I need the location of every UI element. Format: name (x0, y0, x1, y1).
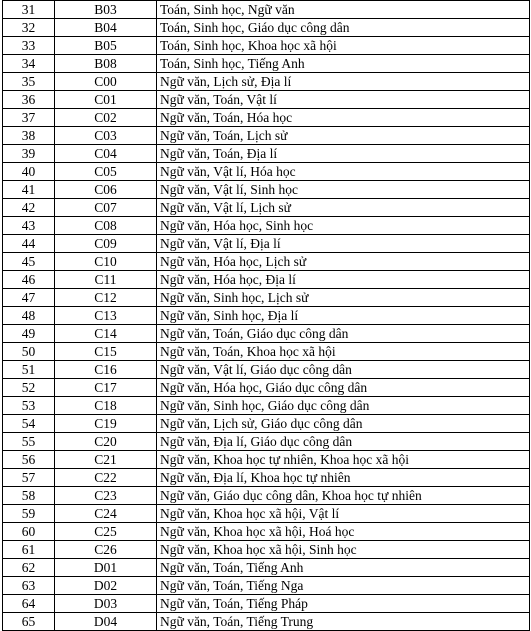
subjects-cell: Ngữ văn, Lịch sử, Địa lí (157, 73, 530, 91)
subjects-cell: Ngữ văn, Địa lí, Khoa học tự nhiên (157, 469, 530, 487)
table-row (3, 379, 530, 397)
combination-code-cell: C09 (55, 235, 157, 253)
table-row (3, 415, 530, 433)
table-row (3, 289, 530, 307)
table-row (3, 37, 530, 55)
table-row (3, 235, 530, 253)
table-row (3, 217, 530, 235)
combination-code-cell: C04 (55, 145, 157, 163)
subjects-cell: Ngữ văn, Vật lí, Hóa học (157, 163, 530, 181)
combination-code-cell: D02 (55, 577, 157, 595)
row-number-cell: 33 (3, 37, 55, 55)
row-number-cell: 57 (3, 469, 55, 487)
table-row (3, 343, 530, 361)
combination-code-cell: C19 (55, 415, 157, 433)
subjects-cell: Ngữ văn, Vật lí, Giáo dục công dân (157, 361, 530, 379)
row-number-cell: 32 (3, 19, 55, 37)
combination-code-cell: C23 (55, 487, 157, 505)
combination-code-cell: C14 (55, 325, 157, 343)
combination-code-cell: B05 (55, 37, 157, 55)
subjects-cell: Ngữ văn, Toán, Tiếng Pháp (157, 595, 530, 613)
combination-code-cell: C02 (55, 109, 157, 127)
subjects-cell: Ngữ văn, Toán, Giáo dục công dân (157, 325, 530, 343)
subjects-cell: Ngữ văn, Toán, Tiếng Trung (157, 613, 530, 631)
row-number-cell: 46 (3, 271, 55, 289)
subjects-cell: Toán, Sinh học, Ngữ văn (157, 1, 530, 19)
combination-code-cell: C26 (55, 541, 157, 559)
subjects-cell: Toán, Sinh học, Giáo dục công dân (157, 19, 530, 37)
table-row (3, 325, 530, 343)
row-number-cell: 61 (3, 541, 55, 559)
row-number-cell: 55 (3, 433, 55, 451)
subjects-cell: Ngữ văn, Toán, Tiếng Anh (157, 559, 530, 577)
table-row (3, 505, 530, 523)
table-row (3, 487, 530, 505)
row-number-cell: 58 (3, 487, 55, 505)
subjects-cell: Ngữ văn, Vật lí, Địa lí (157, 235, 530, 253)
subjects-cell: Ngữ văn, Giáo dục công dân, Khoa học tự nhiên (157, 487, 530, 505)
table-row (3, 433, 530, 451)
table-row (3, 127, 530, 145)
row-number-cell: 62 (3, 559, 55, 577)
row-number-cell: 40 (3, 163, 55, 181)
table-row (3, 109, 530, 127)
combination-code-cell: C07 (55, 199, 157, 217)
subjects-cell: Ngữ văn, Khoa học xã hội, Sinh học (157, 541, 530, 559)
table-row (3, 199, 530, 217)
combination-code-cell: D01 (55, 559, 157, 577)
row-number-cell: 36 (3, 91, 55, 109)
row-number-cell: 65 (3, 613, 55, 631)
combination-code-cell: B03 (55, 1, 157, 19)
combination-code-cell: C22 (55, 469, 157, 487)
row-number-cell: 44 (3, 235, 55, 253)
table-row (3, 523, 530, 541)
combination-code-cell: C16 (55, 361, 157, 379)
subjects-cell: Ngữ văn, Toán, Khoa học xã hội (157, 343, 530, 361)
row-number-cell: 35 (3, 73, 55, 91)
table-row (3, 271, 530, 289)
row-number-cell: 41 (3, 181, 55, 199)
combination-code-cell: B04 (55, 19, 157, 37)
subjects-cell: Ngữ văn, Sinh học, Lịch sử (157, 289, 530, 307)
combination-code-cell: C17 (55, 379, 157, 397)
subject-combination-table (2, 0, 530, 631)
table-row (3, 307, 530, 325)
combination-code-cell: C18 (55, 397, 157, 415)
table-row (3, 541, 530, 559)
subjects-cell: Ngữ văn, Toán, Tiếng Nga (157, 577, 530, 595)
row-number-cell: 47 (3, 289, 55, 307)
row-number-cell: 48 (3, 307, 55, 325)
table-row (3, 469, 530, 487)
row-number-cell: 56 (3, 451, 55, 469)
row-number-cell: 43 (3, 217, 55, 235)
row-number-cell: 42 (3, 199, 55, 217)
subjects-cell: Ngữ văn, Hóa học, Sinh học (157, 217, 530, 235)
subjects-cell: Ngữ văn, Hóa học, Giáo dục công dân (157, 379, 530, 397)
combination-code-cell: C12 (55, 289, 157, 307)
subjects-cell: Ngữ văn, Địa lí, Giáo dục công dân (157, 433, 530, 451)
subjects-cell: Ngữ văn, Vật lí, Lịch sử (157, 199, 530, 217)
subjects-cell: Ngữ văn, Khoa học tự nhiên, Khoa học xã hội (157, 451, 530, 469)
combination-code-cell: C00 (55, 73, 157, 91)
subjects-cell: Ngữ văn, Khoa học xã hội, Hoá học (157, 523, 530, 541)
combination-code-cell: C06 (55, 181, 157, 199)
row-number-cell: 50 (3, 343, 55, 361)
table-row (3, 397, 530, 415)
subjects-cell: Ngữ văn, Hóa học, Địa lí (157, 271, 530, 289)
combination-code-cell: D03 (55, 595, 157, 613)
row-number-cell: 51 (3, 361, 55, 379)
table-row (3, 55, 530, 73)
subjects-cell: Ngữ văn, Toán, Lịch sử (157, 127, 530, 145)
table-row (3, 559, 530, 577)
table-row (3, 181, 530, 199)
row-number-cell: 31 (3, 1, 55, 19)
table-row (3, 253, 530, 271)
combination-code-cell: C01 (55, 91, 157, 109)
table-row (3, 577, 530, 595)
row-number-cell: 60 (3, 523, 55, 541)
subjects-cell: Toán, Sinh học, Khoa học xã hội (157, 37, 530, 55)
subjects-cell: Ngữ văn, Toán, Địa lí (157, 145, 530, 163)
row-number-cell: 63 (3, 577, 55, 595)
row-number-cell: 39 (3, 145, 55, 163)
combination-code-cell: D04 (55, 613, 157, 631)
combination-code-cell: C13 (55, 307, 157, 325)
combination-code-cell: C03 (55, 127, 157, 145)
row-number-cell: 64 (3, 595, 55, 613)
row-number-cell: 59 (3, 505, 55, 523)
subjects-cell: Ngữ văn, Khoa học xã hội, Vật lí (157, 505, 530, 523)
row-number-cell: 54 (3, 415, 55, 433)
row-number-cell: 37 (3, 109, 55, 127)
row-number-cell: 34 (3, 55, 55, 73)
table-row (3, 163, 530, 181)
table-row (3, 361, 530, 379)
combination-code-cell: C20 (55, 433, 157, 451)
table-row (3, 19, 530, 37)
row-number-cell: 53 (3, 397, 55, 415)
combination-code-cell: C10 (55, 253, 157, 271)
combination-code-cell: C15 (55, 343, 157, 361)
combination-code-cell: C24 (55, 505, 157, 523)
row-number-cell: 52 (3, 379, 55, 397)
table-row (3, 91, 530, 109)
combination-code-cell: C11 (55, 271, 157, 289)
table-row (3, 145, 530, 163)
table-row (3, 73, 530, 91)
subjects-cell: Ngữ văn, Toán, Vật lí (157, 91, 530, 109)
combination-code-cell: B08 (55, 55, 157, 73)
subjects-cell: Ngữ văn, Lịch sử, Giáo dục công dân (157, 415, 530, 433)
subjects-cell: Ngữ văn, Vật lí, Sinh học (157, 181, 530, 199)
combination-code-cell: C05 (55, 163, 157, 181)
subjects-cell: Ngữ văn, Toán, Hóa học (157, 109, 530, 127)
row-number-cell: 49 (3, 325, 55, 343)
combination-code-cell: C21 (55, 451, 157, 469)
table-row (3, 451, 530, 469)
table-row (3, 595, 530, 613)
subjects-cell: Ngữ văn, Hóa học, Lịch sử (157, 253, 530, 271)
row-number-cell: 45 (3, 253, 55, 271)
row-number-cell: 38 (3, 127, 55, 145)
table-body (3, 1, 530, 631)
subjects-cell: Toán, Sinh học, Tiếng Anh (157, 55, 530, 73)
subjects-cell: Ngữ văn, Sinh học, Giáo dục công dân (157, 397, 530, 415)
combination-code-cell: C08 (55, 217, 157, 235)
table-row (3, 1, 530, 19)
combination-code-cell: C25 (55, 523, 157, 541)
table-row (3, 613, 530, 631)
subjects-cell: Ngữ văn, Sinh học, Địa lí (157, 307, 530, 325)
